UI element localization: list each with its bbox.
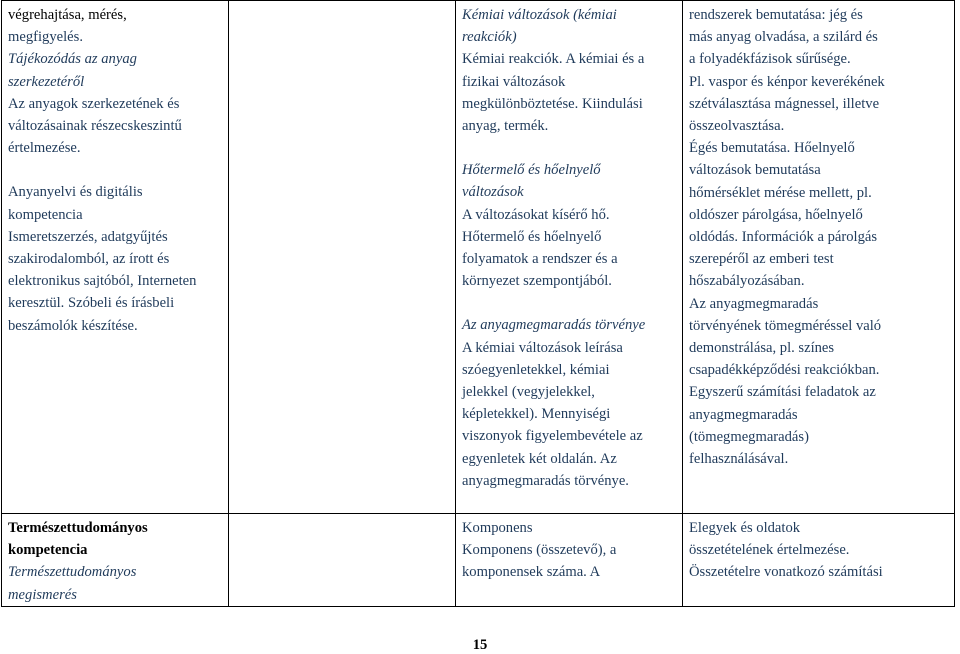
text-line: kompetencia bbox=[8, 206, 83, 223]
text-line: környezet szempontjából. bbox=[462, 273, 612, 290]
paragraph-gap bbox=[8, 159, 222, 181]
text-line: megismerés bbox=[8, 586, 77, 603]
text-line: viszonyok figyelembevétele az bbox=[462, 428, 643, 445]
text-line: egyenletek két oldalán. Az bbox=[462, 450, 617, 467]
text-line: kompetencia bbox=[8, 542, 88, 559]
text-line: Elegyek és oldatok bbox=[689, 520, 801, 536]
competence-cell bbox=[2, 1, 229, 514]
empty-cell bbox=[229, 514, 456, 607]
paragraph-gap bbox=[235, 4, 449, 26]
curriculum-table bbox=[1, 0, 955, 607]
text-line: anyag, termék. bbox=[462, 118, 549, 135]
text-line: Ismeretszerzés, adatgyűjtés bbox=[8, 228, 168, 245]
text-line: folyamatok a rendszer és a bbox=[462, 251, 618, 268]
text-line: Anyanyelvi és digitális bbox=[8, 184, 143, 201]
text-line: más anyag olvadása, a szilárd és bbox=[689, 29, 878, 46]
table-row bbox=[2, 1, 955, 514]
text-line: törvényének tömegméréssel való bbox=[689, 317, 882, 334]
text-line: megkülönböztetése. Kiindulási bbox=[462, 95, 643, 112]
text-line: változások bemutatása bbox=[689, 162, 821, 179]
text-line: Az anyagok szerkezetének és bbox=[8, 95, 180, 112]
text-line: demonstrálása, pl. színes bbox=[689, 340, 835, 357]
text-line: Természettudományos bbox=[8, 564, 137, 581]
text-line: képletekkel). Mennyiségi bbox=[462, 406, 611, 423]
text-line: A kémiai változások leírása bbox=[462, 339, 623, 356]
text-line: Egyszerű számítási feladatok az bbox=[689, 384, 876, 401]
text-line: oldószer párolgása, hőelnyelő bbox=[689, 206, 863, 223]
text-line: (tömegmegmaradás) bbox=[689, 428, 809, 445]
table-row bbox=[2, 514, 955, 607]
text-line: Hőtermelő és hőelnyelő bbox=[462, 228, 602, 245]
text-line: anyagmegmaradás törvénye. bbox=[462, 472, 629, 489]
text-line: Hőtermelő és hőelnyelő bbox=[462, 162, 601, 179]
text-line: szerepéről az emberi test bbox=[689, 251, 834, 268]
text-line: anyagmegmaradás bbox=[689, 406, 798, 423]
text-line: Komponens bbox=[462, 520, 533, 536]
text-line: csapadékképződési reakciókban. bbox=[689, 362, 880, 379]
text-line: beszámolók készítése. bbox=[8, 317, 138, 334]
text-line: Égés bemutatása. Hőelnyelő bbox=[689, 140, 855, 157]
text-line: Tájékozódás az anyag bbox=[8, 51, 137, 68]
text-line: Az anyagmegmaradás törvénye bbox=[462, 317, 646, 334]
text-line: Kémiai változások (kémiai bbox=[462, 7, 617, 23]
text-line: szakirodalomból, az írott és bbox=[8, 251, 170, 268]
text-line: komponensek száma. A bbox=[462, 564, 601, 581]
text-line: Komponens (összetevő), a bbox=[462, 542, 617, 559]
text-line: a folyadékfázisok sűrűsége. bbox=[689, 51, 851, 68]
topic-content-cell bbox=[456, 1, 683, 514]
text-line: oldódás. Információk a párolgás bbox=[689, 229, 878, 246]
text-line: Pl. vaspor és kénpor keverékének bbox=[689, 73, 885, 90]
competence-cell bbox=[2, 514, 229, 607]
text-line: hőmérséklet mérése mellett, pl. bbox=[689, 184, 872, 201]
text-line: végrehajtása, mérés, bbox=[8, 7, 127, 23]
text-line: szóegyenletekkel, kémiai bbox=[462, 361, 610, 378]
text-line: keresztül. Szóbeli és írásbeli bbox=[8, 295, 175, 312]
text-line: elektronikus sajtóból, Interneten bbox=[8, 273, 197, 290]
empty-cell bbox=[229, 1, 456, 514]
text-line: fizikai változások bbox=[462, 73, 566, 90]
activities-cell bbox=[683, 1, 955, 514]
text-line: változások bbox=[462, 184, 524, 201]
paragraph-gap bbox=[462, 292, 676, 314]
text-line: rendszerek bemutatása: jég és bbox=[689, 7, 863, 23]
activities-cell bbox=[683, 514, 955, 607]
text-line: jelekkel (vegyjelekkel, bbox=[462, 384, 595, 401]
text-line: értelmezése. bbox=[8, 140, 81, 157]
page-number: 15 bbox=[472, 637, 488, 653]
text-line: Kémiai reakciók. A kémiai és a bbox=[462, 51, 645, 68]
text-line: változásainak részecskeszintű bbox=[8, 118, 182, 135]
text-line: összeolvasztása. bbox=[689, 118, 785, 135]
text-line: megfigyelés. bbox=[8, 29, 83, 46]
text-line: Természettudományos bbox=[8, 520, 148, 536]
text-line: szerkezetéről bbox=[8, 73, 85, 90]
text-line: hőszabályozásában. bbox=[689, 273, 805, 290]
text-line: Az anyagmegmaradás bbox=[689, 295, 819, 312]
topic-content-cell bbox=[456, 514, 683, 607]
text-line: A változásokat kísérő hő. bbox=[462, 206, 610, 223]
text-line: reakciók) bbox=[462, 29, 517, 46]
text-line: felhasználásával. bbox=[689, 451, 789, 468]
text-line: Összetételre vonatkozó számítási bbox=[689, 564, 883, 581]
text-line: összetételének értelmezése. bbox=[689, 542, 850, 559]
paragraph-gap bbox=[462, 137, 676, 159]
text-line: szétválasztása mágnessel, illetve bbox=[689, 95, 880, 112]
